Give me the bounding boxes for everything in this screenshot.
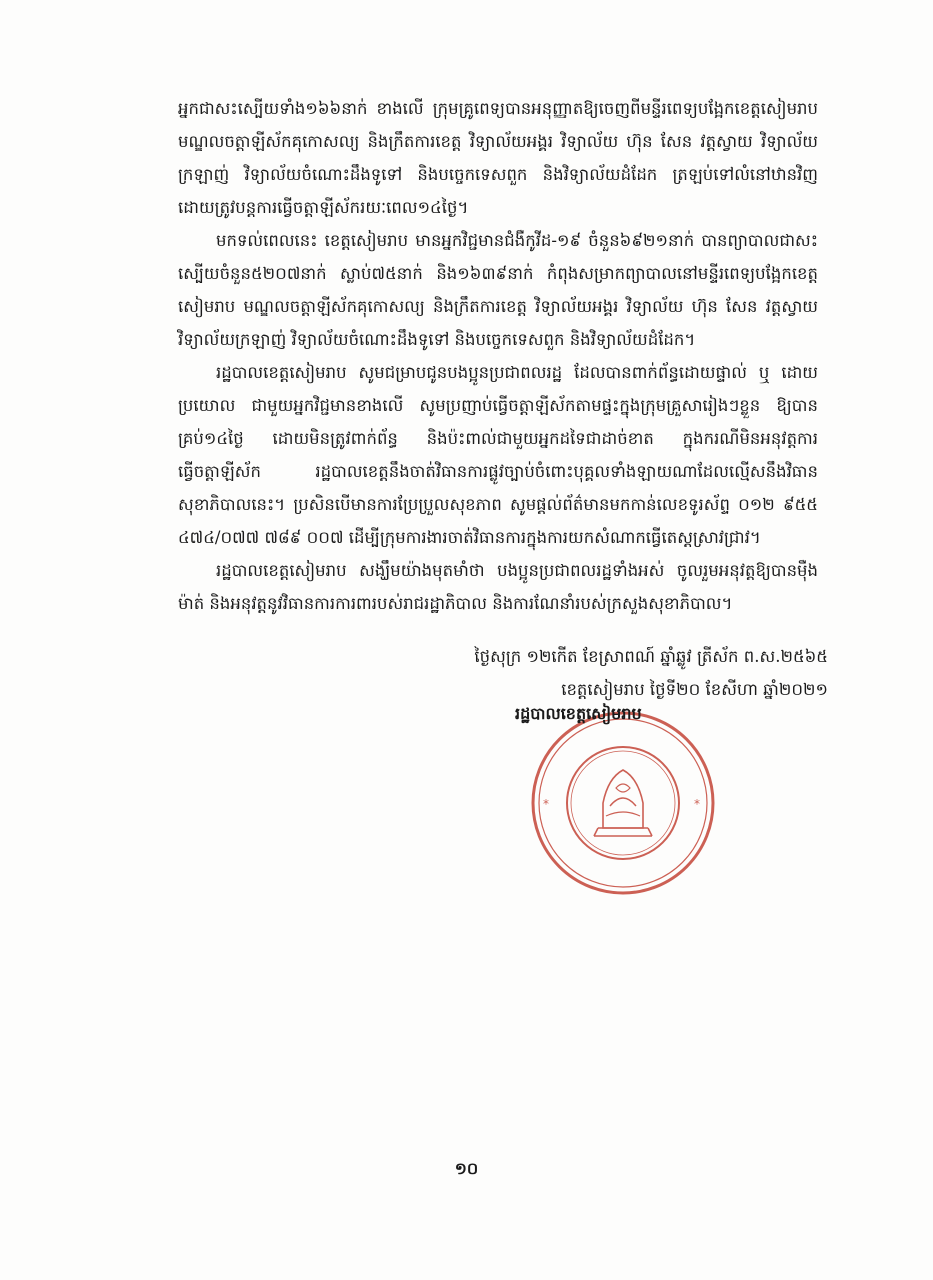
paragraph-quarantine-notice: រដ្ឋបាលខេត្តសៀមរាប សូមជម្រាបជូនបងប្អូនប្រជាពលរដ្ឋ ដែលបានពាក់ព័ន្ធដោយផ្ទាល់ ឬ ដោយប្រយោល ជាមួយអ្នកវិជ្ជមានខាងលើ សូមប្រញាប់ធ្វើចត្តាឡីស័កតាមផ្ទះក្នុងក្រុមគ្រួសារៀងៗខ្លួន ឱ្យបានគ្រប់១៤ថ្ងៃ ដោយមិនត្រូវពាក់ព័ន្ធ និងប៉ះពាល់ជាមួយអ្នកដទៃជាដាច់ខាត ក្នុងករណីមិនអនុវត្តការធ្វើចត្តាឡីស័ក រដ្ឋបាលខេត្តនឹងចាត់វិធានការផ្លូវច្បាប់ចំពោះបុគ្គលទាំងឡាយណាដែលល្មើសនឹងវិធានសុខាភិបាលនេះ។ ប្រសិនបើមានការប្រែប្រួលសុខភាព សូមផ្ដល់ព័ត៌មានមកកាន់លេខទូរស័ព្ទ ០១២ ៩៥៥ ៤៧៤/០៧៧ ៧៨៩ ០០៧ ដើម្បីក្រុមការងារចាត់វិធានការក្នុងការយកសំណាកធ្វើតេស្តស្រាវជ្រាវ។: [178, 363, 818, 547]
official-seal-icon: [528, 708, 718, 898]
svg-text:*: *: [694, 797, 700, 811]
paragraph-closing: រដ្ឋបាលខេត្តសៀមរាប សង្ឃឹមយ៉ាងមុតមាំថា បងប្អូនប្រជាពលរដ្ឋទាំងអស់ ចូលរួមអនុវត្តឱ្យបានម៉ឺងម៉ាត់ និងអនុវត្តនូវវិធានការការពារបស់រាជរដ្ឋាភិបាល និងការណែនាំរបស់ក្រសួងសុខាភិបាល។: [178, 561, 818, 613]
signatory-title: រដ្ឋបាលខេត្តសៀមរាប: [515, 704, 642, 723]
document-body: [178, 92, 818, 620]
lunar-date: ថ្ងៃសុក្រ ១២កើត ខែស្រាពណ៍ ឆ្នាំឆ្លូវ ត្រីស័ក ព.ស.២៥៦៥: [474, 647, 828, 666]
paragraph-statistics: មកទល់ពេលនេះ ខេត្តសៀមរាប មានអ្នកវិជ្ជមានជំងឺកូវីដ-១៩ ចំនួន៦៩២១នាក់ បានព្យាបាលជាសះស្បើយចំនួន៥២០៧នាក់ ស្លាប់៧៥នាក់ និង១៦៣៩នាក់ កំពុងសម្រាកព្យាបាលនៅមន្ទីរពេទ្យបង្អែកខេត្តសៀមរាប មណ្ឌលចត្តាឡីស័កគុកោសល្យ និងក្រឹតការខេត្ត វិទ្យាល័យអង្គរ វិទ្យាល័យ ហ៊ុន សែន វត្តស្វាយ វិទ្យាល័យក្រឡាញ់ វិទ្យាល័យចំណោះដឹងទូទៅ និងបច្ចេកទេសពួក និងវិទ្យាល័យដំដែក។: [178, 231, 818, 349]
date-block: [474, 640, 828, 706]
page-number: ១០: [454, 1159, 479, 1178]
solar-date: ខេត្តសៀមរាប ថ្ងៃទី២០ ខែសីហា ឆ្នាំ២០២១: [561, 680, 828, 699]
paragraph-discharged: អ្នកជាសះស្បើយទាំង១៦៦នាក់ ខាងលើ ក្រុមគ្រូពេទ្យបានអនុញ្ញាតឱ្យចេញពីមន្ទីរពេទ្យបង្អែកខេត្តសៀមរាប មណ្ឌលចត្តាឡីស័កគុកោសល្យ និងក្រឹតការខេត្ត វិទ្យាល័យអង្គរ វិទ្យាល័យ ហ៊ុន សែន វត្តស្វាយ វិទ្យាល័យក្រឡាញ់ វិទ្យាល័យចំណោះដឹងទូទៅ និងបច្ចេកទេសពួក និងវិទ្យាល័យដំដែក ត្រឡប់ទៅលំនៅឋានវិញ ដោយត្រូវបន្តការធ្វើចត្តាឡីស័ករយៈពេល១៤ថ្ងៃ។: [178, 99, 818, 217]
svg-text:*: *: [543, 797, 549, 811]
